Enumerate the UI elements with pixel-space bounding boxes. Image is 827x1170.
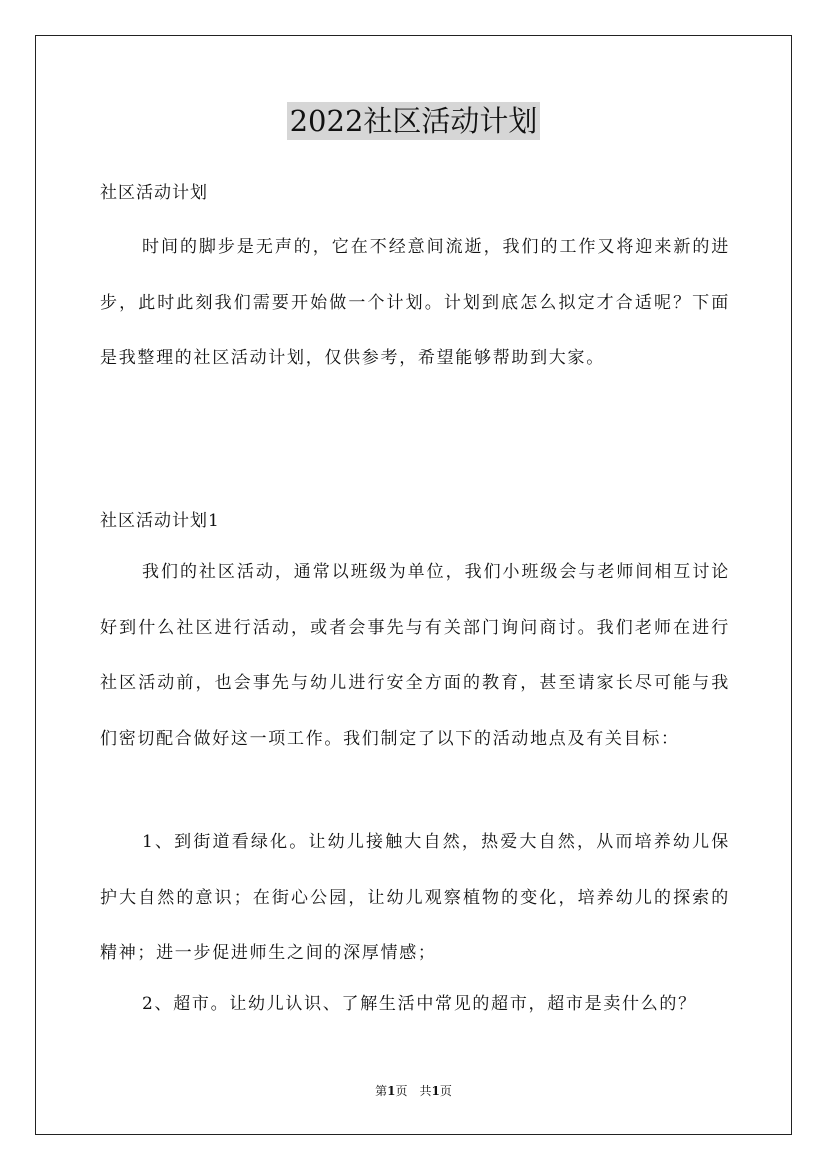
footer-page-current: 1: [387, 1084, 396, 1098]
intro-heading: 社区活动计划: [100, 183, 208, 203]
document-title: 2022社区活动计划: [287, 102, 541, 140]
footer-prefix: 第: [375, 1084, 388, 1098]
section1-paragraph-3: 2、超市。让幼儿认识、了解生活中常见的超市，超市是卖什么的？: [142, 994, 697, 1014]
footer-mid: 页 共: [395, 1084, 432, 1098]
footer-page-total: 1: [431, 1084, 440, 1098]
section1-paragraph-2: 1、到街道看绿化。让幼儿接触大自然，热爱大自然，从而培养幼儿保护大自然的意识；在街心公园，让幼儿观察植物的变化，培养幼儿的探索的精神；进一步促进师生之间的深厚情感；: [100, 832, 730, 963]
page-footer: [0, 1083, 827, 1099]
section1-heading: 社区活动计划1: [100, 511, 220, 531]
intro-paragraph: 时间的脚步是无声的，它在不经意间流逝，我们的工作又将迎来新的进步，此时此刻我们需要开始做一个计划。计划到底怎么拟定才合适呢？下面是我整理的社区活动计划，仅供参考，希望能够帮助到大家。: [100, 237, 730, 368]
title-container: [0, 102, 827, 140]
footer-suffix: 页: [439, 1084, 452, 1098]
section1-paragraph-1: 我们的社区活动，通常以班级为单位，我们小班级会与老师间相互讨论好到什么社区进行活动，或者会事先与有关部门询问商讨。我们老师在进行社区活动前，也会事先与幼儿进行安全方面的教育，甚至请家长尽可能与我们密切配合做好这一项工作。我们制定了以下的活动地点及有关目标：: [100, 562, 730, 749]
